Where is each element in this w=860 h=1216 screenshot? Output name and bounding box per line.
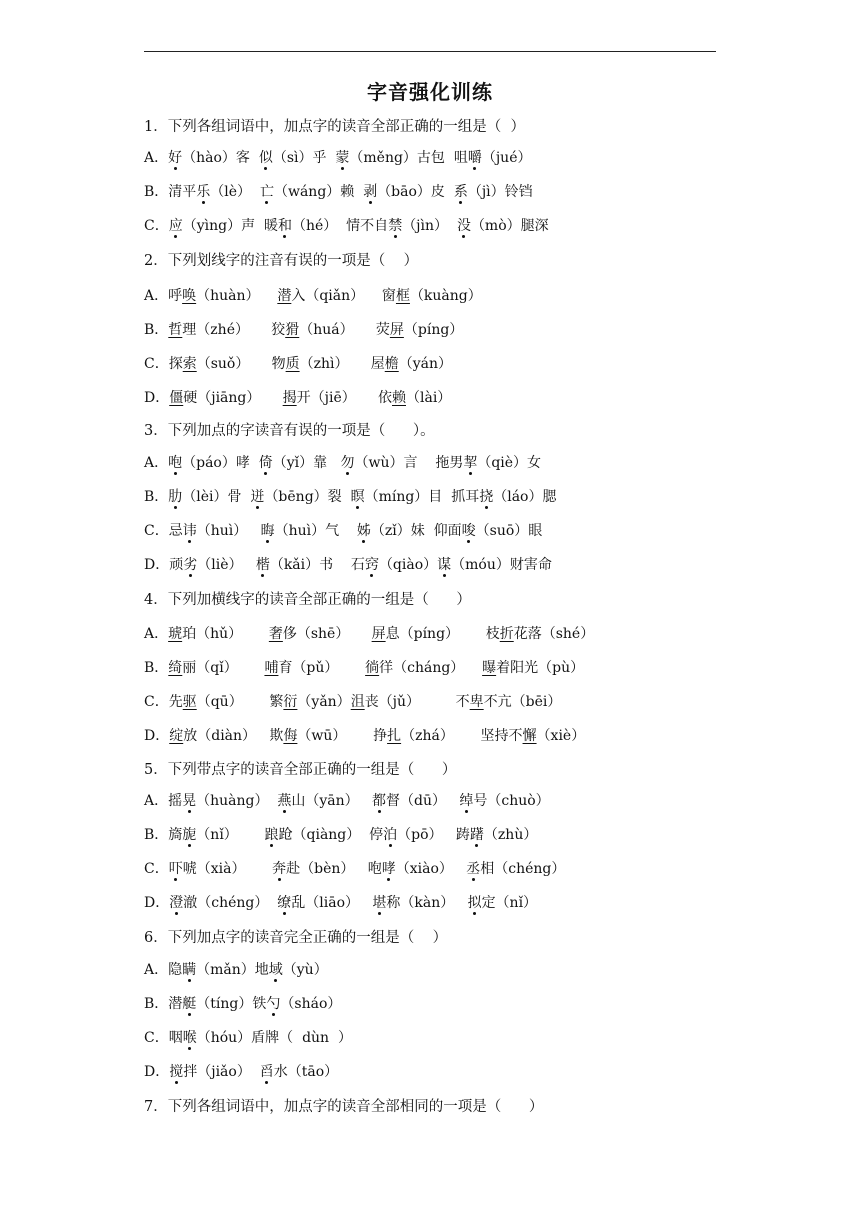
- text-segment: （zhì） 屋: [299, 356, 385, 372]
- text-segment: （qiào）: [378, 557, 438, 573]
- dotted-character: 系: [453, 184, 468, 200]
- text-segment: 拌（jiǎo）: [183, 1064, 260, 1080]
- underlined-character: 潜: [277, 288, 292, 304]
- answer-option: [144, 388, 451, 408]
- dotted-character: 踉: [264, 827, 279, 843]
- text-segment: 理（zhé） 狡: [182, 322, 286, 338]
- underlined-character: 卑: [469, 694, 484, 710]
- text-segment: （yìng）声 暖: [182, 218, 278, 234]
- dotted-character: 肋: [168, 489, 183, 505]
- text-segment: （huá） 荧: [299, 322, 390, 338]
- text-segment: 2．下列划线字的注音有误的一项是（ ）: [144, 253, 419, 269]
- dotted-character: 燕: [277, 793, 292, 809]
- answer-option: [144, 893, 537, 913]
- text-segment: C．: [144, 861, 169, 877]
- question-stem-6: [144, 928, 447, 948]
- question-stem-5: [144, 760, 456, 780]
- text-segment: （móu）财害命: [451, 557, 552, 573]
- header-rule: [144, 51, 716, 52]
- text-segment: 赴（bèn） 咆: [286, 861, 382, 877]
- text-segment: 水（tāo）: [273, 1064, 339, 1080]
- underlined-character: 檐: [384, 356, 399, 372]
- text-segment: B．清平: [144, 184, 197, 200]
- text-segment: D．顽: [144, 557, 184, 573]
- dotted-character: 迸: [250, 489, 265, 505]
- underlined-character: 衍: [283, 694, 298, 710]
- question-stem-3: [144, 421, 435, 441]
- text-segment: C．咽: [144, 1030, 183, 1046]
- text-segment: （hé） 情不自: [291, 218, 389, 234]
- question-stem-4: [144, 590, 471, 610]
- text-segment: 4．下列加横线字的读音全部正确的一组是（ ）: [144, 592, 471, 608]
- answer-option: [144, 555, 552, 575]
- text-segment: A．隐: [144, 962, 183, 978]
- text-segment: （kuàng）: [409, 288, 482, 304]
- question-stem-1: [144, 117, 525, 137]
- underlined-character: 唤: [182, 288, 197, 304]
- dotted-character: 艇: [182, 996, 197, 1012]
- text-segment: （xiè）: [536, 728, 586, 744]
- underlined-character: 屏: [371, 626, 386, 642]
- underlined-character: 折: [499, 626, 514, 642]
- answer-option: [144, 825, 537, 845]
- question-stem-2: [144, 251, 418, 271]
- text-segment: （suō）眼: [475, 523, 543, 539]
- underlined-character: 扎: [387, 728, 402, 744]
- text-segment: 1．下列各组词语中，加点字的读音全部正确的一组是（ ）: [144, 119, 525, 135]
- dotted-character: 谋: [437, 557, 452, 573]
- text-segment: （huàng）: [196, 793, 278, 809]
- text-segment: 乱（liāo）: [291, 895, 373, 911]
- underlined-character: 质: [285, 356, 300, 372]
- answer-option: [144, 960, 328, 980]
- text-segment: （qū） 繁: [196, 694, 284, 710]
- text-segment: （hào）客: [182, 150, 259, 166]
- underlined-character: 绮: [168, 660, 183, 676]
- dotted-character: 乐: [196, 184, 211, 200]
- text-segment: （měng）古包 咀: [349, 150, 468, 166]
- text-segment: （píng）: [403, 322, 464, 338]
- answer-option: [144, 692, 561, 712]
- answer-option: [144, 859, 565, 879]
- underlined-character: 哺: [264, 660, 279, 676]
- dotted-character: 咆: [168, 455, 183, 471]
- underlined-character: 侮: [283, 728, 298, 744]
- text-segment: （páo）哮: [182, 455, 259, 471]
- text-segment: （lài）: [406, 390, 452, 406]
- text-segment: B．: [144, 322, 169, 338]
- text-segment: 澈（chéng）: [183, 895, 278, 911]
- text-segment: 3．下列加点的字读音有误的一项是（ ）。: [144, 423, 435, 439]
- text-segment: 放（diàn） 欺: [183, 728, 284, 744]
- underlined-character: 赖: [392, 390, 406, 406]
- dotted-character: 倚: [258, 455, 273, 471]
- dotted-character: 喉: [182, 1030, 197, 1046]
- underlined-character: 奢: [268, 626, 283, 642]
- underlined-character: 猾: [285, 322, 300, 338]
- text-segment: （bēng）裂: [264, 489, 351, 505]
- text-segment: （nǐ）: [196, 827, 265, 843]
- underlined-character: 哲: [168, 322, 183, 338]
- text-segment: （jué）: [481, 150, 532, 166]
- dotted-character: 堪: [372, 895, 387, 911]
- text-segment: 珀（hǔ）: [182, 626, 269, 642]
- dotted-character: 亡: [259, 184, 274, 200]
- text-segment: 丽（qǐ）: [182, 660, 265, 676]
- text-segment: 称（kàn）: [386, 895, 468, 911]
- answer-option: [144, 286, 482, 306]
- dotted-character: 躇: [469, 827, 484, 843]
- page-title: 字音强化训练: [367, 80, 493, 104]
- text-segment: 山（yān）: [291, 793, 373, 809]
- text-segment: B．旖: [144, 827, 183, 843]
- text-segment: （mò）腿深: [470, 218, 549, 234]
- text-segment: 徉（cháng）: [379, 660, 483, 676]
- text-segment: 硬（jiāng）: [183, 390, 283, 406]
- dotted-character: 姊: [356, 523, 371, 539]
- text-segment: （yù）: [282, 962, 328, 978]
- dotted-character: 泊: [383, 827, 398, 843]
- dotted-character: 丞: [466, 861, 481, 877]
- dotted-character: 绰: [459, 793, 474, 809]
- dotted-character: 域: [268, 962, 283, 978]
- underlined-character: 懈: [522, 728, 537, 744]
- dotted-character: 瞒: [182, 962, 197, 978]
- underlined-character: 框: [395, 288, 410, 304]
- text-segment: 侈（shē）: [282, 626, 372, 642]
- text-segment: （huàn）: [196, 288, 278, 304]
- underlined-character: 曝: [482, 660, 497, 676]
- text-segment: D．: [144, 1064, 170, 1080]
- answer-option: [144, 726, 585, 746]
- dotted-character: 蒙: [335, 150, 350, 166]
- dotted-character: 挠: [479, 489, 494, 505]
- dotted-character: 勺: [266, 996, 281, 1012]
- answer-option: [144, 148, 532, 168]
- dotted-character: 晦: [260, 523, 275, 539]
- dotted-character: 缭: [277, 895, 292, 911]
- text-segment: 跄（qiàng） 停: [278, 827, 384, 843]
- text-segment: A．: [144, 150, 169, 166]
- text-segment: （bāo）皮: [377, 184, 454, 200]
- text-segment: （zhù）: [483, 827, 538, 843]
- answer-option: [144, 453, 541, 473]
- dotted-character: 搅: [169, 1064, 184, 1080]
- text-segment: A．呼: [144, 288, 183, 304]
- underlined-character: 琥: [168, 626, 183, 642]
- text-segment: B．潜: [144, 996, 183, 1012]
- text-segment: 不亢（bēi）: [483, 694, 562, 710]
- text-segment: 督（dū）: [386, 793, 460, 809]
- text-segment: （zǐ）妹 仰面: [370, 523, 462, 539]
- text-segment: 丧（jǔ） 不: [364, 694, 470, 710]
- underlined-character: 沮: [350, 694, 365, 710]
- text-segment: （hóu）盾牌（ dùn ）: [196, 1030, 352, 1046]
- dotted-character: 拟: [467, 895, 482, 911]
- dotted-character: 禁: [388, 218, 403, 234]
- dotted-character: 哮: [381, 861, 396, 877]
- text-segment: （yǐ）靠: [272, 455, 341, 471]
- text-segment: （tíng）铁: [196, 996, 267, 1012]
- answer-option: [144, 624, 594, 644]
- text-segment: D．: [144, 390, 170, 406]
- dotted-character: 楷: [255, 557, 270, 573]
- text-segment: （wū） 挣: [297, 728, 388, 744]
- text-segment: 开（jiē） 依: [296, 390, 392, 406]
- dotted-character: 劣: [183, 557, 198, 573]
- text-segment: （míng）目 抓耳: [364, 489, 480, 505]
- text-segment: 唬（xià）: [182, 861, 273, 877]
- text-segment: （lèi）骨: [182, 489, 251, 505]
- underlined-character: 绽: [169, 728, 184, 744]
- dotted-character: 都: [372, 793, 387, 809]
- dotted-character: 奔: [272, 861, 287, 877]
- text-segment: （mǎn）地: [196, 962, 269, 978]
- answer-option: [144, 658, 584, 678]
- text-segment: （yǎn）: [297, 694, 351, 710]
- text-segment: 6．下列加点字的读音完全正确的一组是（ ）: [144, 930, 448, 946]
- text-segment: （jì）铃铛: [467, 184, 533, 200]
- text-segment: 育（pǔ）: [278, 660, 366, 676]
- question-stem-7: [144, 1097, 543, 1117]
- answer-option: [144, 320, 463, 340]
- underlined-character: 徜: [365, 660, 380, 676]
- text-segment: （qiè）女: [477, 455, 542, 471]
- text-segment: （láo）腮: [493, 489, 557, 505]
- text-segment: A．: [144, 626, 169, 642]
- dotted-character: 嚼: [467, 150, 482, 166]
- text-segment: 相（chéng）: [480, 861, 566, 877]
- text-segment: （xiào）: [395, 861, 467, 877]
- text-segment: （wù）言 拖男: [354, 455, 464, 471]
- underlined-character: 屏: [389, 322, 404, 338]
- answer-option: [144, 791, 550, 811]
- text-segment: （sháo）: [280, 996, 342, 1012]
- text-segment: A．摇: [144, 793, 183, 809]
- text-segment: （yán）: [398, 356, 453, 372]
- dotted-character: 好: [168, 150, 183, 166]
- text-segment: 息（píng） 枝: [385, 626, 500, 642]
- answer-option: [144, 1028, 352, 1048]
- underlined-character: 僵: [169, 390, 184, 406]
- underlined-character: 索: [182, 356, 197, 372]
- underlined-character: 驱: [182, 694, 197, 710]
- underlined-character: 揭: [282, 390, 297, 406]
- answer-option: [144, 487, 556, 507]
- text-segment: A．: [144, 455, 169, 471]
- dotted-character: 讳: [182, 523, 197, 539]
- text-segment: 花落（shé）: [513, 626, 595, 642]
- dotted-character: 晃: [182, 793, 197, 809]
- dotted-character: 剥: [363, 184, 378, 200]
- text-segment: （liè）: [197, 557, 256, 573]
- text-segment: （huì）气: [274, 523, 357, 539]
- text-segment: 号（chuò）: [473, 793, 550, 809]
- dotted-character: 勿: [340, 455, 355, 471]
- answer-option: [144, 521, 542, 541]
- answer-option: [144, 1062, 338, 1082]
- dotted-character: 舀: [259, 1064, 274, 1080]
- text-segment: C．探: [144, 356, 183, 372]
- text-segment: C．先: [144, 694, 183, 710]
- text-segment: 着阳光（pù）: [496, 660, 585, 676]
- dotted-character: 瞑: [350, 489, 365, 505]
- dotted-character: 挈: [463, 455, 478, 471]
- text-segment: D．: [144, 895, 170, 911]
- text-segment: （zhá） 坚持不: [401, 728, 523, 744]
- dotted-character: 没: [456, 218, 471, 234]
- answer-option: [144, 182, 533, 202]
- dotted-character: 唆: [461, 523, 476, 539]
- text-segment: （lè）: [210, 184, 260, 200]
- answer-option: [144, 354, 452, 374]
- text-segment: B．: [144, 660, 169, 676]
- dotted-character: 澄: [169, 895, 184, 911]
- dotted-character: 窍: [364, 557, 379, 573]
- text-segment: D．: [144, 728, 170, 744]
- text-segment: （huì）: [196, 523, 261, 539]
- text-segment: C．: [144, 218, 169, 234]
- text-segment: B．: [144, 489, 169, 505]
- dotted-character: 应: [168, 218, 183, 234]
- text-segment: （wáng）赖: [273, 184, 364, 200]
- text-segment: 入（qiǎn） 窗: [291, 288, 396, 304]
- text-segment: C．忌: [144, 523, 183, 539]
- text-segment: 5．下列带点字的读音全部正确的一组是（ ）: [144, 762, 457, 778]
- dotted-character: 似: [258, 150, 273, 166]
- text-segment: 定（nǐ）: [481, 895, 538, 911]
- dotted-character: 旎: [182, 827, 197, 843]
- text-segment: （suǒ） 物: [196, 356, 286, 372]
- text-segment: （pō） 踌: [397, 827, 470, 843]
- text-segment: （kǎi）书 石: [269, 557, 365, 573]
- text-segment: 7．下列各组词语中，加点字的读音全部相同的一项是（ ）: [144, 1099, 544, 1115]
- dotted-character: 吓: [168, 861, 183, 877]
- dotted-character: 和: [277, 218, 292, 234]
- answer-option: [144, 994, 341, 1014]
- text-segment: （sì）乎: [272, 150, 336, 166]
- answer-option: [144, 216, 549, 236]
- text-segment: （jìn）: [402, 218, 457, 234]
